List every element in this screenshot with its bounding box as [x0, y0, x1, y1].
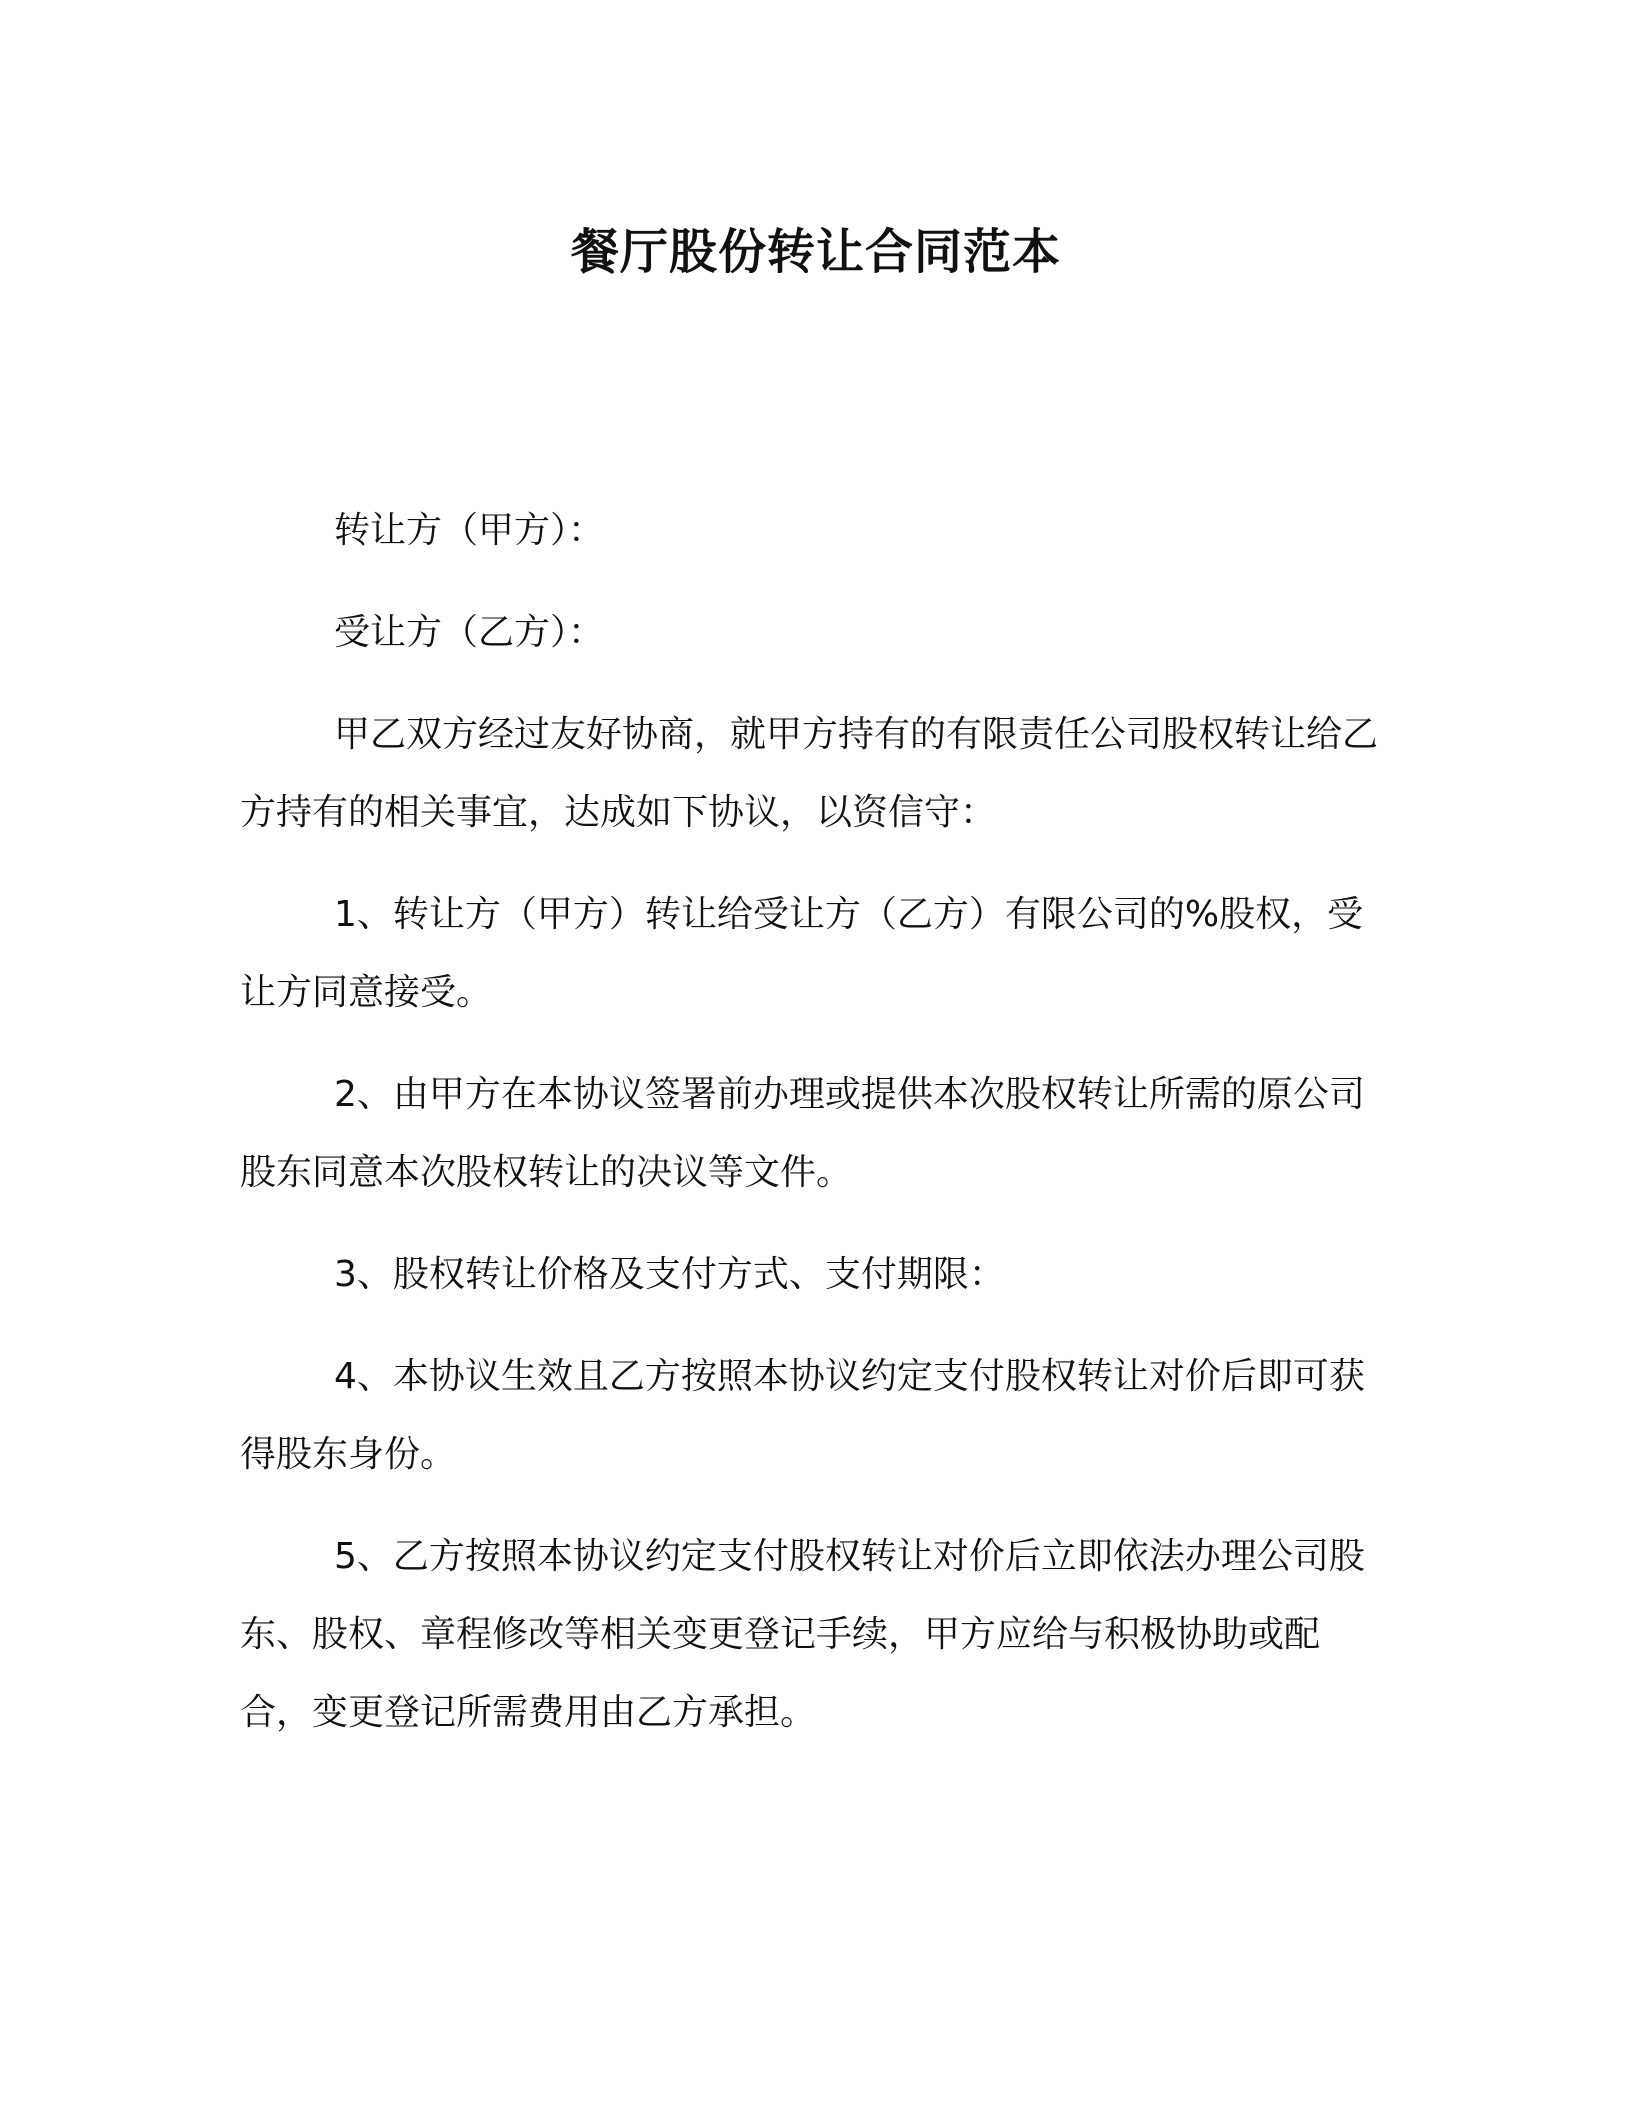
clause-1: 1、转让方（甲方）转让给受让方（乙方）有限公司的%股权，受让方同意接受。 [240, 894, 1364, 1013]
transferor-line: 转让方（甲方）： [334, 510, 605, 551]
document-title: 餐厅股份转让合同范本 [570, 224, 1061, 280]
document-body [240, 492, 1380, 1752]
transferee-line: 受让方（乙方）： [334, 612, 605, 653]
clause-2: 2、由甲方在本协议签署前办理或提供本次股权转让所需的原公司股东同意本次股权转让的决议等文件。 [240, 1074, 1365, 1193]
clause-4: 4、本协议生效且乙方按照本协议约定支付股权转让对价后即可获得股东身份。 [240, 1356, 1365, 1475]
agreement-intro: 甲乙双方经过友好协商，就甲方持有的有限责任公司股权转让给乙方持有的相关事宜，达成如下协议，以资信守： [240, 714, 1379, 833]
clause-5: 5、乙方按照本协议约定支付股权转让对价后立即依法办理公司股东、股权、章程修改等相关变更登记手续，甲方应给与积极协助或配合，变更登记所需费用由乙方承担。 [240, 1536, 1365, 1733]
clause-3: 3、股权转让价格及支付方式、支付期限： [334, 1254, 1005, 1295]
